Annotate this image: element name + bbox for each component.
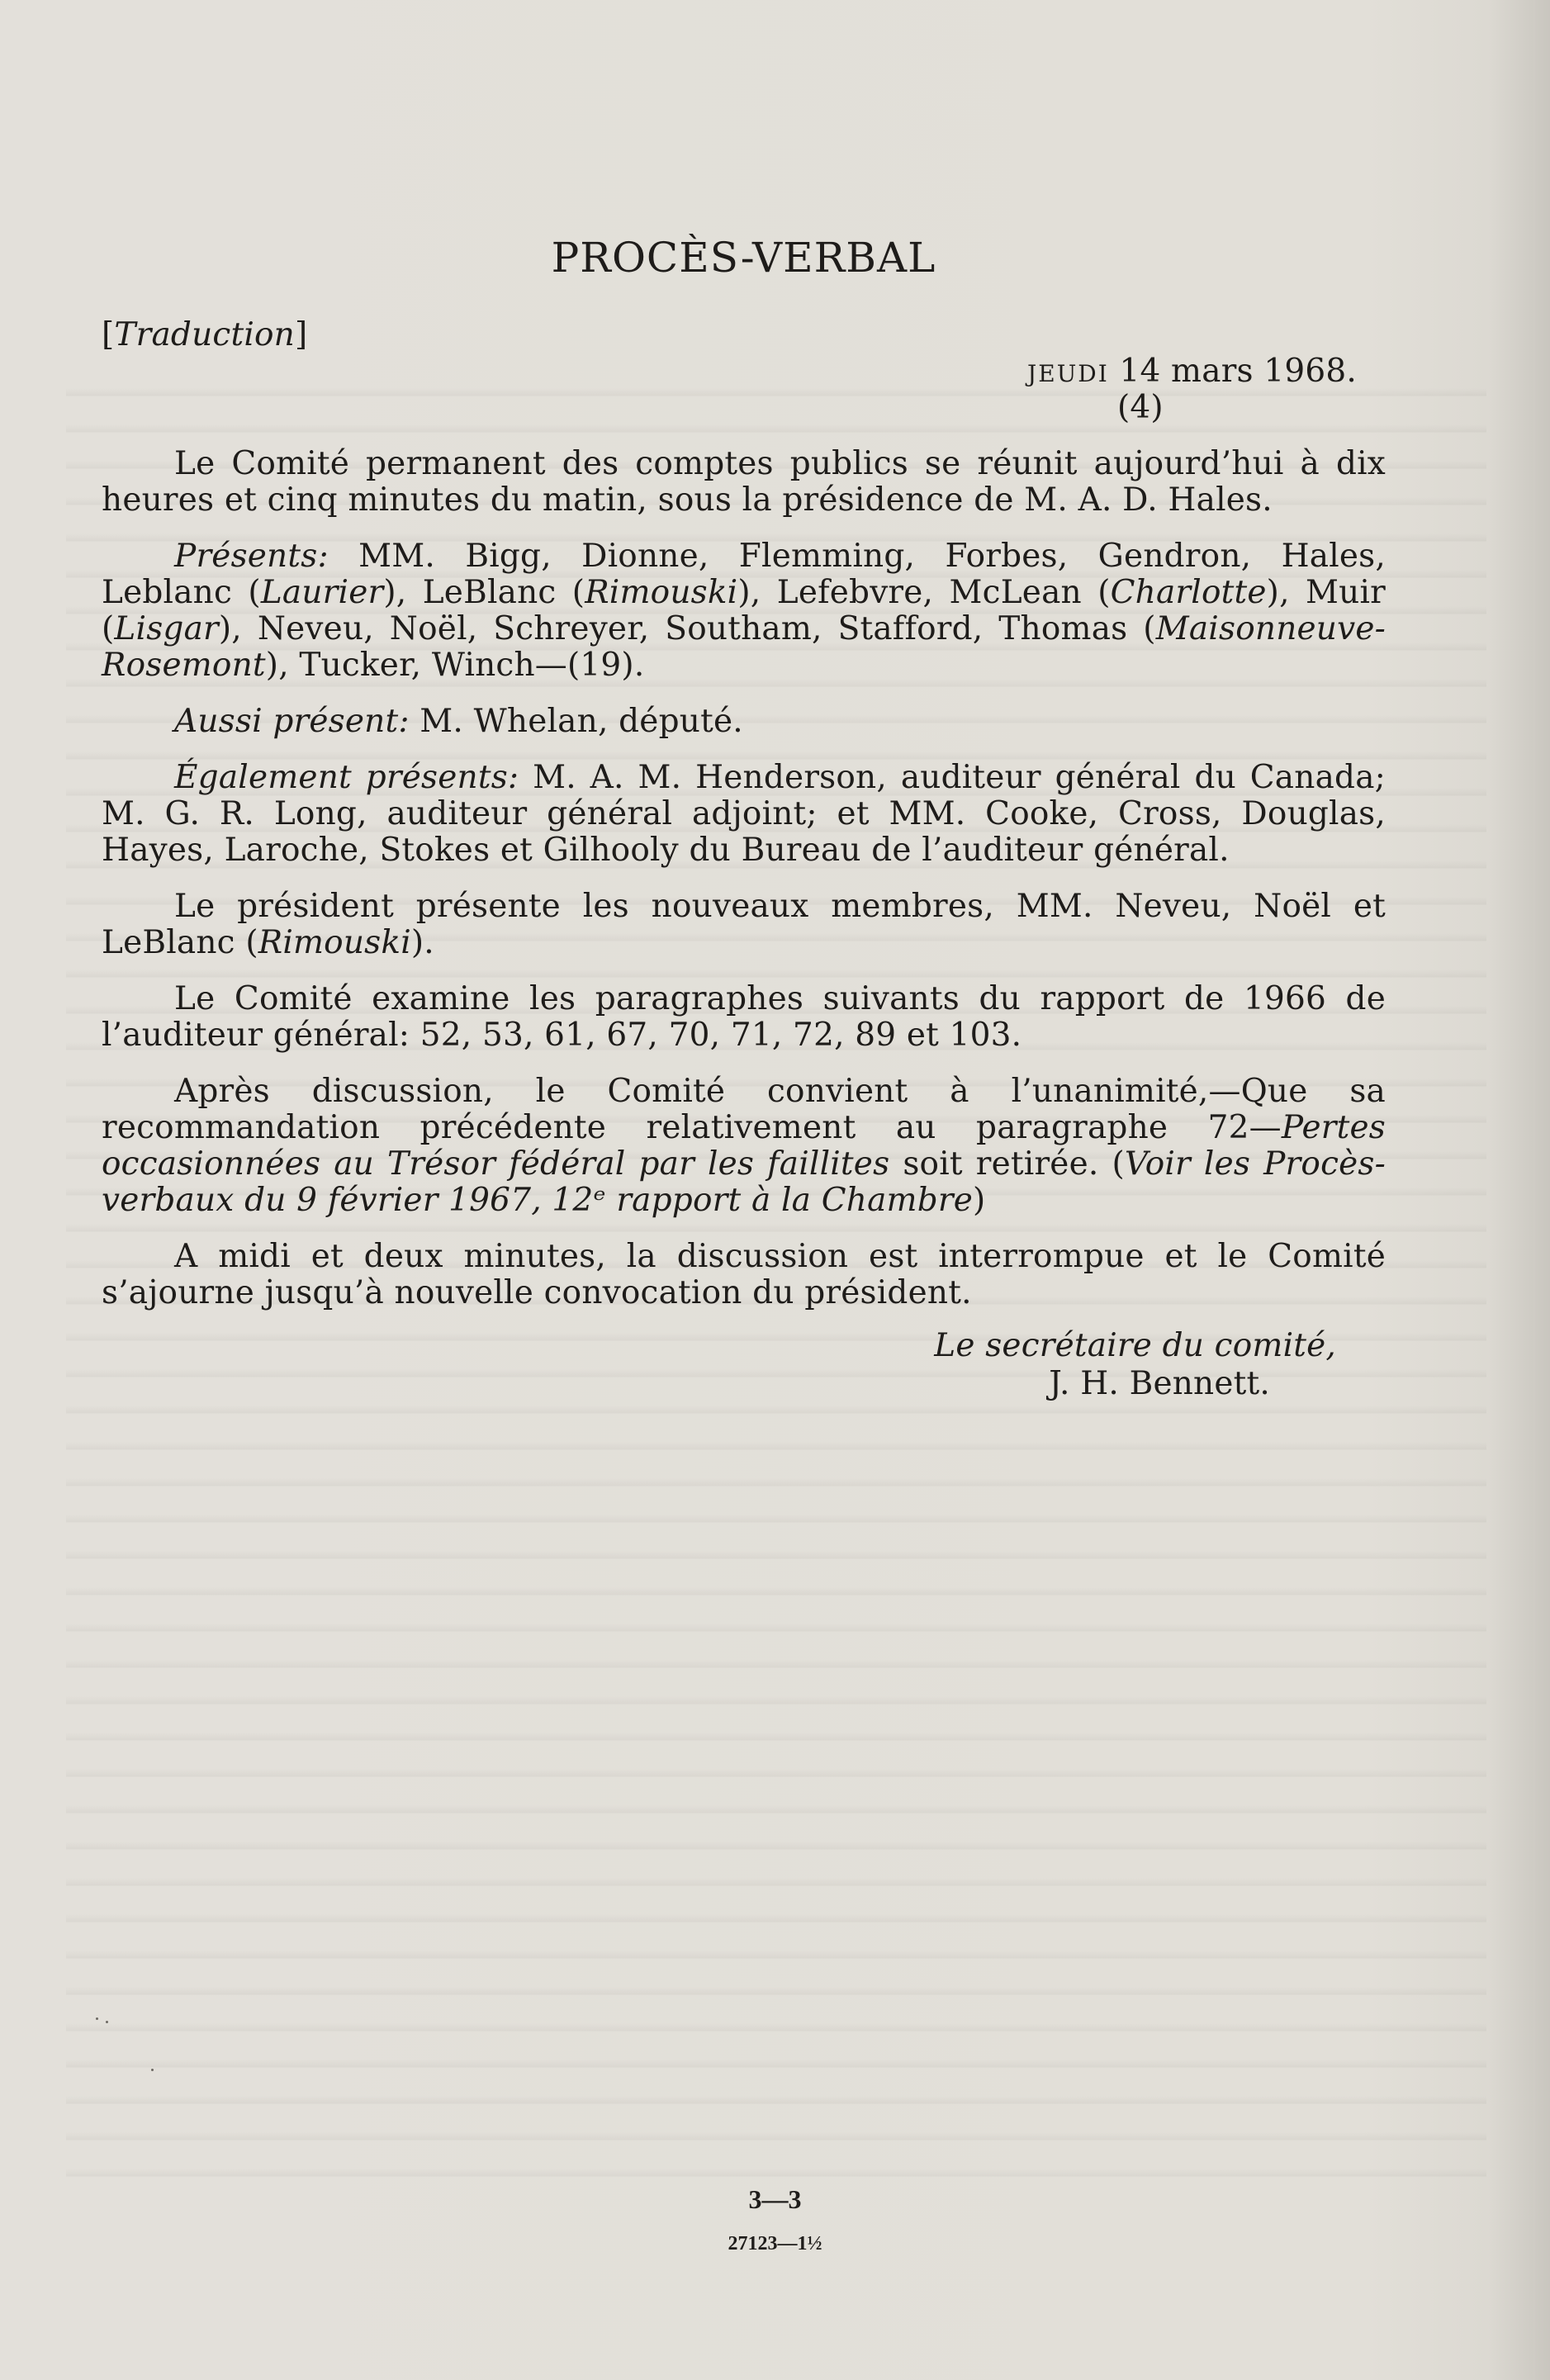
italic-segment: Laurier: [260, 574, 384, 611]
text-segment: Le Comité permanent des comptes publics se réunit aujourd’hui à dix heures et cinq minutes du matin, sous la présidence de M. A. D. Hales.: [102, 445, 1386, 519]
minutes-paragraph: [102, 981, 1386, 1054]
italic-segment: Charlotte: [1110, 574, 1267, 611]
signature-role: Le secrétaire du comité,: [934, 1327, 1336, 1364]
page-fold: [1533, 0, 1535, 2380]
text-segment: ), Tucker, Winch—(19).: [265, 647, 645, 684]
italic-segment: Rimouski: [585, 574, 738, 611]
text-segment: M. Whelan, député.: [409, 703, 743, 740]
meeting-date: [1027, 353, 1357, 392]
minutes-paragraph: [102, 538, 1386, 684]
minutes-paragraph: [102, 704, 1386, 740]
text-segment: Après discussion, le Comité convient à l’unanimité,—Que sa recommandation précédente relativement au paragraphe 72—: [102, 1073, 1386, 1146]
text-segment: ), Lefebvre, McLean (: [737, 574, 1111, 611]
date-rest: 14 mars 1968.: [1119, 353, 1357, 390]
minutes-paragraphs: [102, 446, 1386, 1331]
page-folio: 3—3: [748, 2184, 802, 2214]
paper-speck: [106, 2021, 108, 2023]
print-code: 27123—1½: [728, 2233, 822, 2254]
text-segment: ), LeBlanc (: [383, 574, 585, 611]
italic-segment: Lisgar: [114, 610, 219, 647]
text-segment: MM. Bigg, Dionne, Flemming, Forbes, Gendron, Hales, Leblanc (: [102, 538, 1386, 611]
text-segment: ), Neveu, Noël, Schreyer, Southam, Stafford, Thomas (: [218, 610, 1156, 647]
signature-block: [102, 1328, 1386, 1402]
minutes-paragraph: [102, 446, 1386, 519]
signature-name: J. H. Bennett.: [1049, 1365, 1270, 1402]
text-segment: M. A. M. Henderson, auditeur général du Canada; M. G. R. Long, auditeur général adjoint; et MM. Cooke, Cross, Douglas, Hayes, Laroche, Stokes et Gilhooly du Bureau de l’auditeur général.: [102, 759, 1386, 869]
translation-note-text: Traduction: [114, 316, 295, 353]
italic-segment: Présents:: [174, 538, 329, 575]
text-segment: A midi et deux minutes, la discussion est interrompue et le Comité s’ajourne jusqu’à nouvelle convocation du président.: [102, 1238, 1386, 1311]
paper-speck: [151, 2069, 154, 2071]
italic-segment: Également présents:: [174, 759, 519, 796]
italic-segment: Voir les Procès-verbaux du 9 février 1967, 12ᵉ rapport à la Chambre: [102, 1145, 1386, 1219]
italic-segment: Maisonneuve-Rosemont: [102, 610, 1386, 684]
text-segment: soit retirée. (: [889, 1145, 1125, 1183]
meeting-number: (4): [1117, 389, 1164, 426]
text-segment: Le Comité examine les paragraphes suivants du rapport de 1966 de l’auditeur général: 52, 53, 61, 67, 70, 71, 72, 89 et 103.: [102, 980, 1386, 1054]
translation-note: [Traduction]: [102, 316, 308, 353]
minutes-paragraph: [102, 889, 1386, 961]
text-segment: ).: [410, 924, 434, 961]
text-segment: Le président présente les nouveaux membres, MM. Neveu, Noël et LeBlanc (: [102, 888, 1386, 961]
minutes-paragraph: [102, 760, 1386, 869]
italic-segment: Pertes occasionnées au Trésor fédéral par les faillites: [102, 1109, 1386, 1183]
text-segment: ): [973, 1182, 986, 1219]
minutes-paragraph: [102, 1074, 1386, 1219]
document-title: PROCÈS-VERBAL: [551, 234, 936, 282]
date-weekday: JEUDI: [1027, 360, 1109, 387]
paper-speck: [96, 2017, 98, 2020]
italic-segment: Rimouski: [258, 924, 411, 961]
minutes-paragraph: [102, 1239, 1386, 1311]
italic-segment: Aussi présent:: [174, 703, 410, 740]
text-segment: ), Muir (: [102, 574, 1386, 647]
